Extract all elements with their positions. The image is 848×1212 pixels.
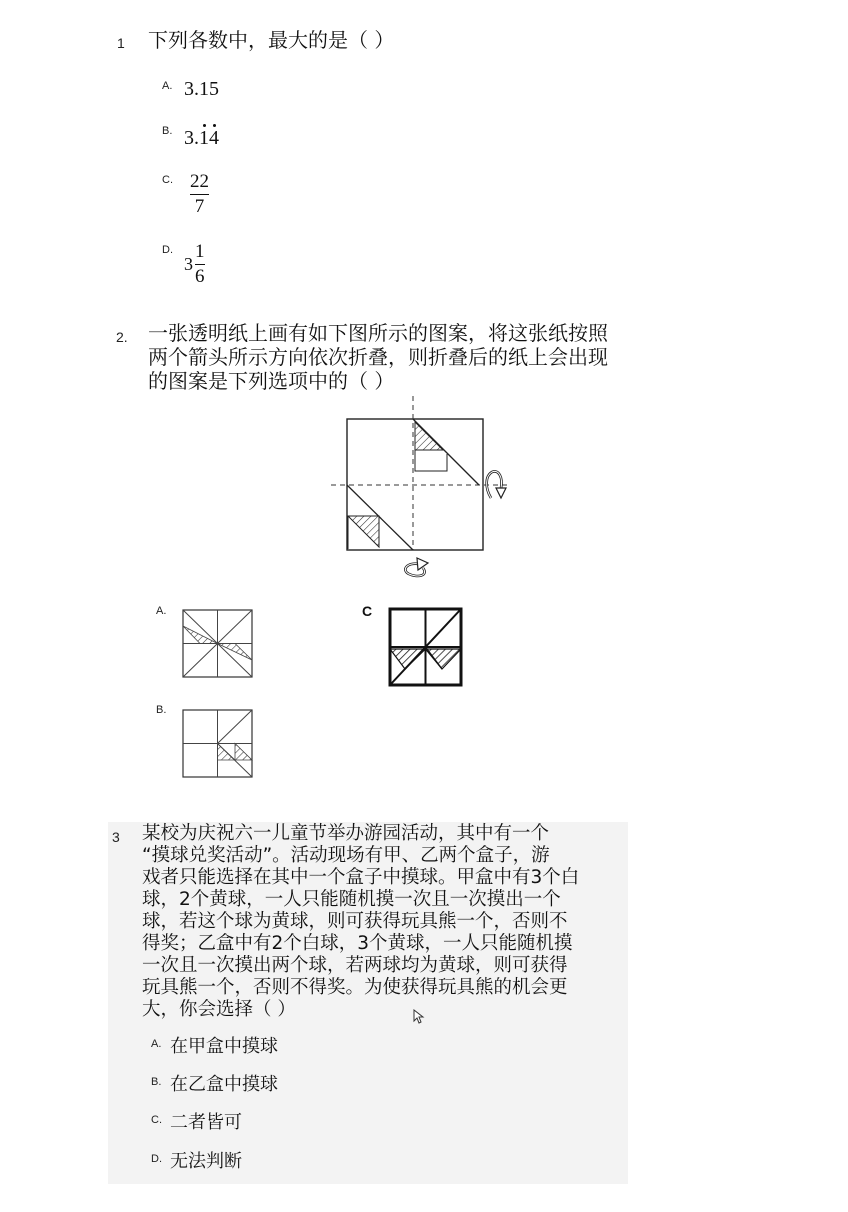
q1-option-d-mixed-number	[184, 242, 205, 287]
q1-option-a-value: 3.15	[184, 78, 219, 100]
question-3-stem-line-3: 戏者只能选择在其中一个盒子中摸球。甲盒中有3个白	[142, 867, 580, 888]
fraction-numerator: 1	[195, 241, 205, 262]
q1-option-c-letter: C.	[162, 174, 173, 186]
q2-option-c-letter: C	[362, 603, 373, 619]
q3-option-b-letter: B.	[151, 1076, 162, 1088]
q3-option-c-letter: C.	[151, 1114, 162, 1126]
q1-option-b-int: 3.	[184, 127, 199, 149]
q1-option-d-letter: D.	[162, 244, 173, 256]
fraction-denominator: 7	[194, 196, 205, 217]
question-2-stem-line-1: 一张透明纸上画有如下图所示的图案，将这张纸按照	[148, 321, 608, 345]
question-3-stem-line-1: 某校为庆祝六一儿童节举办游园活动，其中有一个	[142, 823, 550, 844]
q2-option-a-letter: A.	[156, 605, 167, 617]
question-3-stem-line-9: 大，你会选择（ ）	[142, 999, 296, 1020]
q3-option-d-letter: D.	[151, 1153, 162, 1165]
q3-option-b-text: 在乙盒中摸球	[170, 1074, 278, 1095]
question-2-stem-line-3: 的图案是下列选项中的（ ）	[148, 369, 395, 393]
q2-option-c-figure	[388, 607, 464, 689]
question-2-stem-line-2: 两个箭头所示方向依次折叠，则折叠后的纸上会出现	[148, 345, 608, 369]
question-1-number: 1	[117, 35, 125, 51]
q1-option-b-letter: B.	[162, 125, 173, 137]
q1-option-b-repeat-end-digit: 4	[209, 127, 219, 149]
q1-option-b-value	[184, 127, 219, 150]
q2-option-a-figure	[181, 608, 255, 680]
q3-option-a-letter: A.	[151, 1038, 162, 1050]
mouse-cursor-icon	[413, 1009, 425, 1025]
q2-option-b-letter: B.	[156, 704, 167, 716]
q1-option-b-repeat-start-digit: 1	[199, 127, 209, 149]
q1-option-a-letter: A.	[162, 80, 173, 92]
question-3-stem-line-4: 球，2个黄球，一人只能随机摸一次且一次摸出一个	[142, 889, 561, 910]
question-1-stem: 下列各数中，最大的是（ ）	[148, 28, 395, 52]
question-3-stem-line-6: 得奖；乙盒中有2个白球，3个黄球，一人只能随机摸	[142, 933, 573, 954]
fraction-numerator: 22	[190, 171, 209, 192]
q1-option-c-fraction	[190, 172, 209, 217]
fraction-denominator: 6	[195, 266, 205, 287]
question-3-stem-line-8: 玩具熊一个，否则不得奖。为使获得玩具熊的机会更	[142, 977, 568, 998]
question-2-number: 2.	[116, 329, 128, 345]
q3-option-a-text: 在甲盒中摸球	[170, 1036, 278, 1057]
mixed-whole: 3	[184, 254, 193, 274]
folding-figure	[325, 392, 525, 582]
question-3-number: 3	[112, 829, 120, 845]
question-3-stem-line-5: 球，若这个球为黄球，则可获得玩具熊一个，否则不	[142, 911, 568, 932]
question-3-stem-line-7: 一次且一次摸出两个球，若两球均为黄球，则可获得	[142, 955, 568, 976]
question-3-stem-line-2: “摸球兑奖活动”。活动现场有甲、乙两个盒子，游	[142, 845, 550, 866]
q2-option-b-figure	[181, 708, 255, 780]
q3-option-c-text: 二者皆可	[170, 1112, 242, 1133]
q3-option-d-text: 无法判断	[170, 1151, 242, 1172]
fold-arrow-bottom-icon	[405, 558, 428, 576]
